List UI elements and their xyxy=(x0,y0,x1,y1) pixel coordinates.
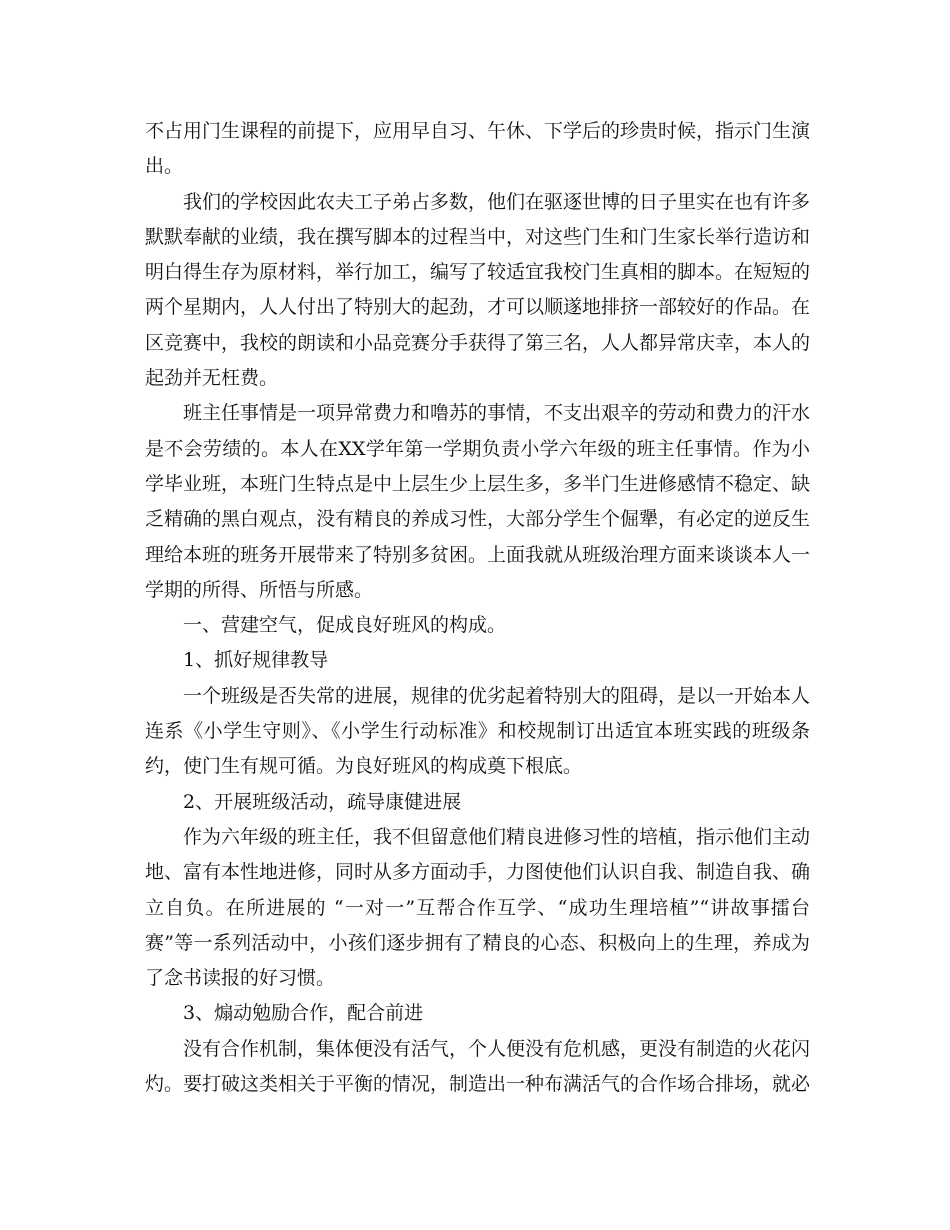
paragraph-2: 我们的学校因此农夫工子弟占多数，他们在驱逐世博的日子里实在也有许多默默奉献的业绩，我在撰写脚本的过程当中，对这些门生和门生家长举行造访和明白得生存为原材料，举行加工，编写了较适宜我校门生真相的脚本。在短短的两个星期内，人人付出了特别大的起劲，才可以顺遂地排挤一部较好的作品。在区竞赛中，我校的朗读和小品竞赛分手获得了第三名，人人都异常庆幸，本人的起劲并无枉费。 xyxy=(145,190,811,390)
paragraph-1: 不占用门生课程的前提下，应用早自习、午休、下学后的珍贵时候，指示门生演出。 xyxy=(145,120,811,178)
paragraph-5: 作为六年级的班主任，我不但留意他们精良进修习性的培植，指示他们主动地、富有本性地进修，同时从多方面动手，力图使他们认识自我、制造自我、确立自负。在所进展的 “一对一”互帮合作互学、“成功生理培植”“讲故事擂台赛”等一系列活动中，小孩们逐步拥有了精良的心态、积极向上的生理，养成为了念书读报的好习惯。 xyxy=(145,825,811,990)
document-page xyxy=(145,114,810,1102)
paragraph-3: 班主任事情是一项异常费力和噜苏的事情，不支出艰辛的劳动和费力的汗水是不会劳绩的。本人在XX学年第一学期负责小学六年级的班主任事情。作为小学毕业班，本班门生特点是中上层生少上层生多，多半门生进修感情不稳定、缺乏精确的黑白观点，没有精良的养成习性，大部分学生个倔犟，有必定的逆反生理给本班的班务开展带来了特别多贫困。上面我就从班级治理方面来谈谈本人一学期的所得、所悟与所感。 xyxy=(145,402,811,601)
subheading-3: 3、煽动勉励合作，配合前进 xyxy=(183,1002,424,1025)
section-heading-1: 一、营建空气，促成良好班风的构成。 xyxy=(183,614,507,637)
paragraph-6: 没有合作机制，集体便没有活气，个人便没有危机感，更没有制造的火花闪灼。要打破这类相关于平衡的情况，制造出一种布满活气的合作场合排场，就必 xyxy=(145,1037,811,1096)
subheading-1: 1、抓好规律教导 xyxy=(183,649,329,672)
subheading-2: 2、开展班级活动，疏导康健进展 xyxy=(183,790,462,813)
paragraph-4: 一个班级是否失常的进展，规律的优劣起着特别大的阻碍，是以一开始本人连系《小学生守则》、《小学生行动标准》和校规制订出适宜本班实践的班级条约，使门生有规可循。为良好班风的构成奠下根底。 xyxy=(145,684,811,778)
